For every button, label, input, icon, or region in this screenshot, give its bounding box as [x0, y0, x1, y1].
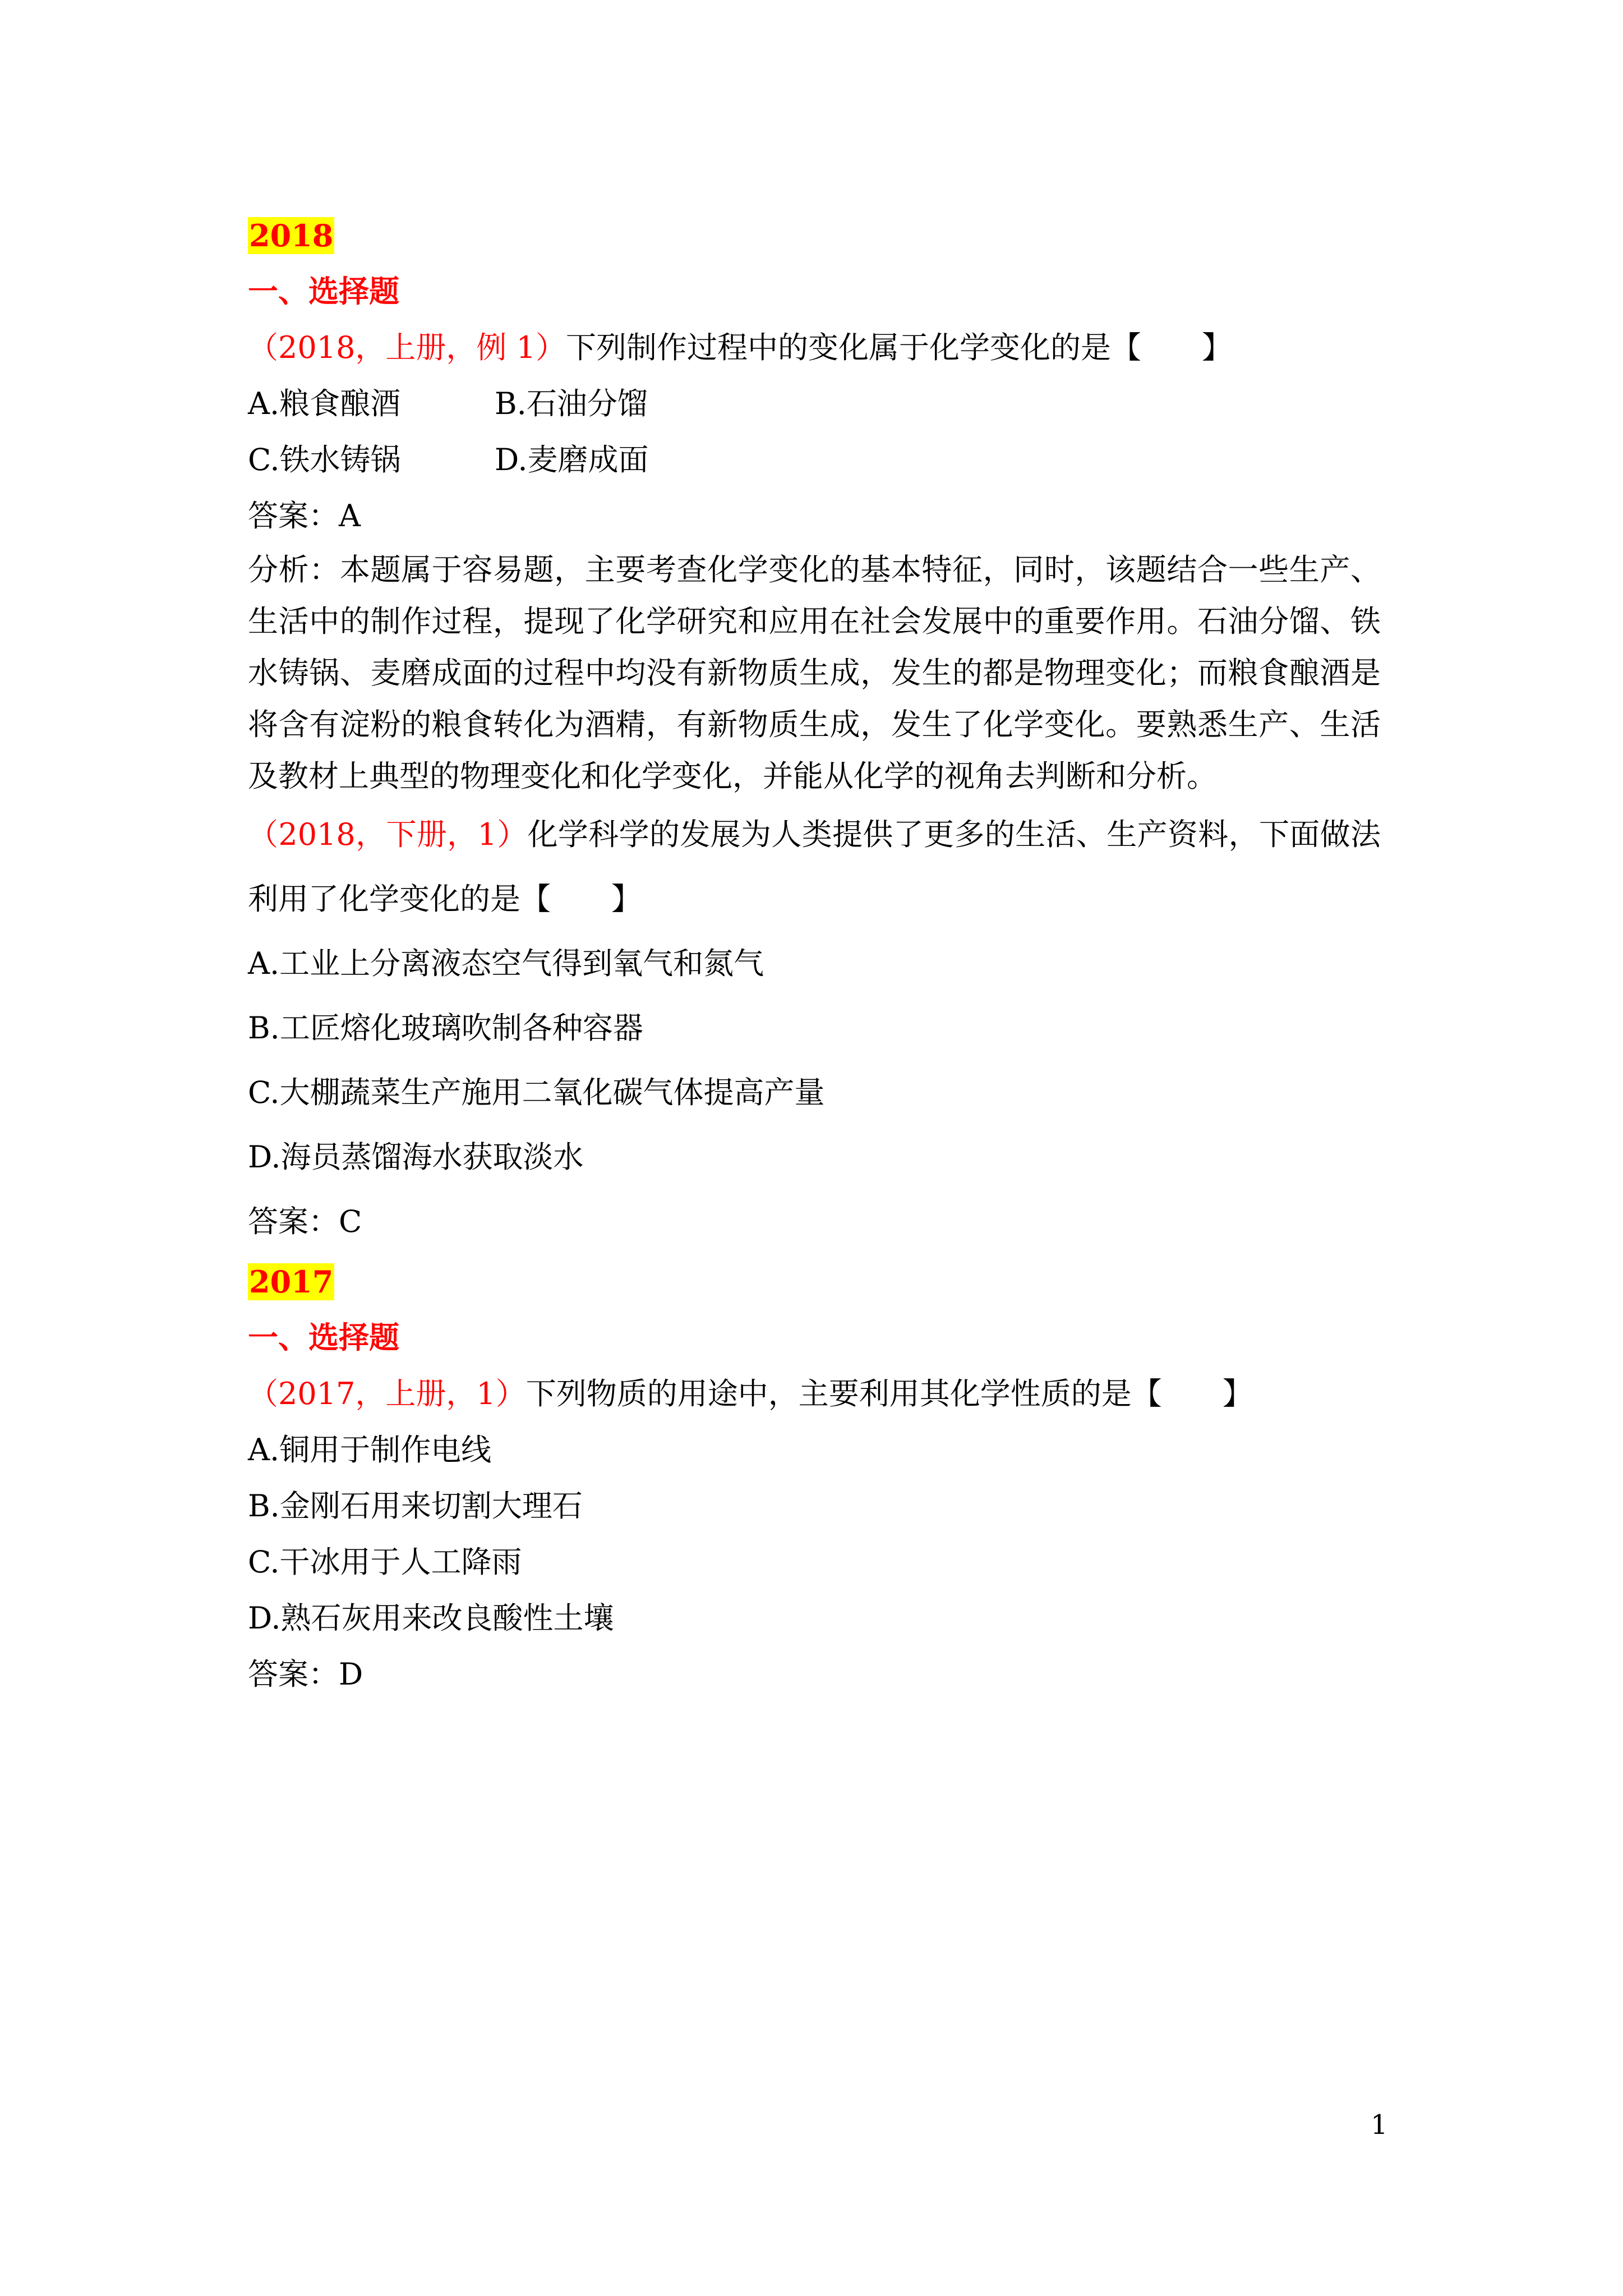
answer: 答案：D [248, 1657, 363, 1692]
option-a: A.工业上分离液态空气得到氧气和氮气 [248, 946, 764, 981]
question-stem: 下列物质的用途中，主要利用其化学性质的是【 】 [525, 1376, 1253, 1411]
option-c: C.铁水铸锅 [248, 442, 401, 477]
option-c: C.大棚蔬菜生产施用二氧化碳气体提高产量 [248, 1075, 825, 1110]
section-heading: 一、选择题 [248, 274, 399, 309]
question-stem: 下列制作过程中的变化属于化学变化的是【 】 [565, 330, 1232, 365]
option-a: A.铜用于制作电线 [248, 1432, 492, 1467]
year-heading-2017 [248, 1254, 1381, 1310]
document-page [248, 208, 1381, 1703]
question-2017-1 [248, 1366, 1381, 1422]
question-source: （2018，上册，例 1） [248, 330, 566, 365]
option-d: D.麦磨成面 [495, 442, 649, 477]
option-d: D.海员蒸馏海水获取淡水 [248, 1139, 584, 1175]
analysis-paragraph: 分析：本题属于容易题，主要考查化学变化的基本特征，同时，该题结合一些生产、生活中的制作过程，提现了化学研究和应用在社会发展中的重要作用。石油分馏、铁水铸锅、麦磨成面的过程中均没有新物质生成，发生的都是物理变化；而粮食酿酒是将含有淀粉的粮食转化为酒精，有新物质生成，发生了化学变化。要熟悉生产、生活及教材上典型的物理变化和化学变化，并能从化学的视角去判断和分析。 [248, 552, 1381, 794]
option-b: B.金刚石用来切割大理石 [248, 1488, 583, 1524]
options-row-1 [248, 376, 1381, 432]
question-source: （2017，上册，1） [248, 1376, 526, 1411]
option-c: C.干冰用于人工降雨 [248, 1544, 522, 1580]
option-a: A.粮食酿酒 [248, 386, 401, 421]
year-label: 2018 [249, 218, 334, 254]
option-b: B.石油分馏 [495, 386, 648, 421]
page-number: 1 [1371, 2109, 1388, 2141]
option-b: B.工匠熔化玻璃吹制各种容器 [248, 1010, 643, 1046]
question-source: （2018，下册，1） [248, 817, 528, 852]
answer: 答案：A [248, 498, 361, 533]
question-2018-2 [248, 802, 1381, 931]
year-heading-2018 [248, 208, 1381, 264]
question-2018-1 [248, 320, 1381, 376]
question-stem: 化学科学的发展为人类提供了更多的生活、生产资料，下面做法利用了化学变化的是【 】 [248, 817, 1381, 917]
section-heading: 一、选择题 [248, 1320, 399, 1355]
year-label: 2017 [249, 1264, 334, 1300]
option-d: D.熟石灰用来改良酸性土壤 [248, 1600, 614, 1636]
options-row-2 [248, 432, 1381, 488]
answer: 答案：C [248, 1204, 362, 1239]
